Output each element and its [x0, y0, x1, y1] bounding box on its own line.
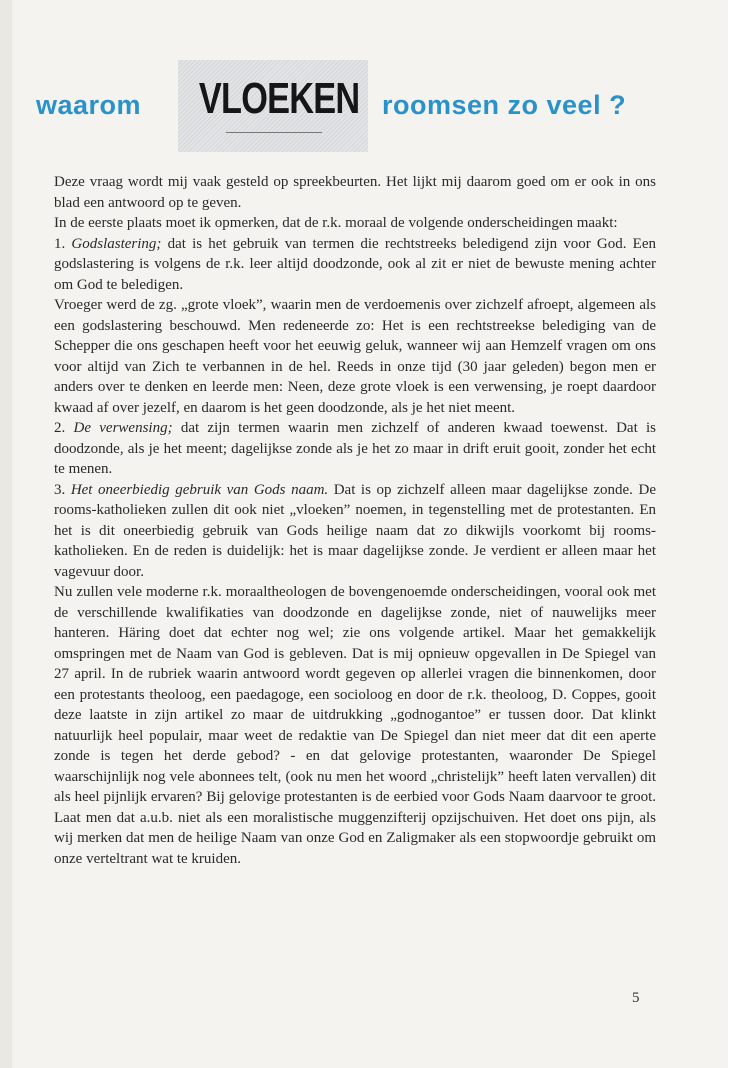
article-body — [54, 172, 656, 869]
title-word-left: waarom — [36, 90, 142, 120]
article-title — [36, 60, 676, 160]
paragraph: Vroeger werd de zg. „grote vloek”, waarin men de verdoemenis over zichzelf afroept, algemeen als een godslastering beschouwd. Men redeneerde zo: Het is een rechtstreekse belediging van de Schepper die ons geschapen heeft voor het eeuwig geluk, wanneer wij aan Hemzelf vragen om ons voor altijd van Zich te verbannen in de hel. Reeds in onze tijd (30 jaar geleden) begon men er anders over te denken en leerde men: Neen, deze grote vloek is een verwensing, je roept daardoor kwaad af over jezelf, en daarom is het geen doodzonde, als je het niet meent. — [54, 297, 656, 416]
paragraph: In de eerste plaats moet ik opmerken, dat de r.k. moraal de volgende onderscheidingen maakt: — [54, 215, 618, 231]
page-number: 5 — [632, 990, 640, 1006]
paragraph: Deze vraag wordt mij vaak gesteld op spreekbeurten. Het lijkt mij daarom goed om er ook in ons blad een antwoord op te geven. — [54, 174, 656, 211]
paragraph-numbered-2: 2. De verwensing; dat zijn termen waarin men zichzelf of anderen kwaad toewenst. Dat is doodzonde, als je het meent; dagelijkse zonde als je het zo maar in drift eruit gooit, zonder het echt te menen. — [54, 420, 657, 477]
paragraph-numbered-1: 1. Godslastering; dat is het gebruik van termen die rechtstreeks beledigend zijn voor God. Een godslastering is volgens de r.k. leer altijd doodzonde, ook al zit er niet de bewuste mening achter om God te beledigen. — [54, 235, 657, 293]
title-underline — [226, 132, 322, 133]
title-box — [178, 60, 368, 152]
page — [12, 0, 728, 1068]
page-gutter — [0, 0, 12, 1068]
title-main-word: VLOEKEN — [198, 74, 360, 123]
paragraph: Nu zullen vele moderne r.k. moraaltheologen de bovengenoemde onderscheidingen, vooral ook met de verschillende kwalifikaties van doodzonde en dagelijkse zonde, niet of nauwelijks meer hanteren. Häring doet dat echter nog wel; zie ons volgende artikel. Maar het gemakkelijk omspringen met de Naam van God is gebleven. Dat is mij opnieuw opgevallen in De Spiegel van 27 april. In de rubriek waarin antwoord wordt gegeven op allerlei vragen die binnenkomen, door een protestants theoloog, een paedagoge, een socioloog en door de r.k. theoloog, D. Coppes, gooit deze laatste in zijn artikel zo maar de uitdrukking „godnogantoe” er tussen door. Dat klinkt natuurlijk heel populair, maar weet de redaktie van De Spiegel dan niet meer dat dit een aperte zonde is tegen het derde gebod? - en dat gelovige protestanten, waaronder De Spiegel waarschijnlijk nog vele abonnees telt, (ook nu men het woord „christelijk” heeft laten vervallen) dit als heel pijnlijk ervaren? Bij gelovige protestanten is de eerbied voor Gods Naam daarvoor te groot. Laat men dat a.u.b. niet als een moralistische muggenzifterij opzijschuiven. Het doet ons pijn, als wij merken dat men de heilige Naam van onze God en Zaligmaker als een stopwoordje gebruikt om onze verteltrant wat te kruiden. — [54, 584, 656, 867]
title-word-right: roomsen zo veel ? — [382, 90, 627, 120]
paragraph-numbered-3: 3. Het oneerbiedig gebruik van Gods naam. Dat is op zichzelf alleen maar dagelijkse zonde. De rooms-katholieken zullen dit ook niet „vloeken” noemen, in tegenstelling met de protestanten. En het is dit oneerbiedig gebruik van Gods heilige naam dat zo dikwijls voorkomt bij rooms-katholieken. En de reden is duidelijk: het is maar dagelijkse zonde. Je verdient er alleen maar het vagevuur door. — [54, 481, 656, 580]
